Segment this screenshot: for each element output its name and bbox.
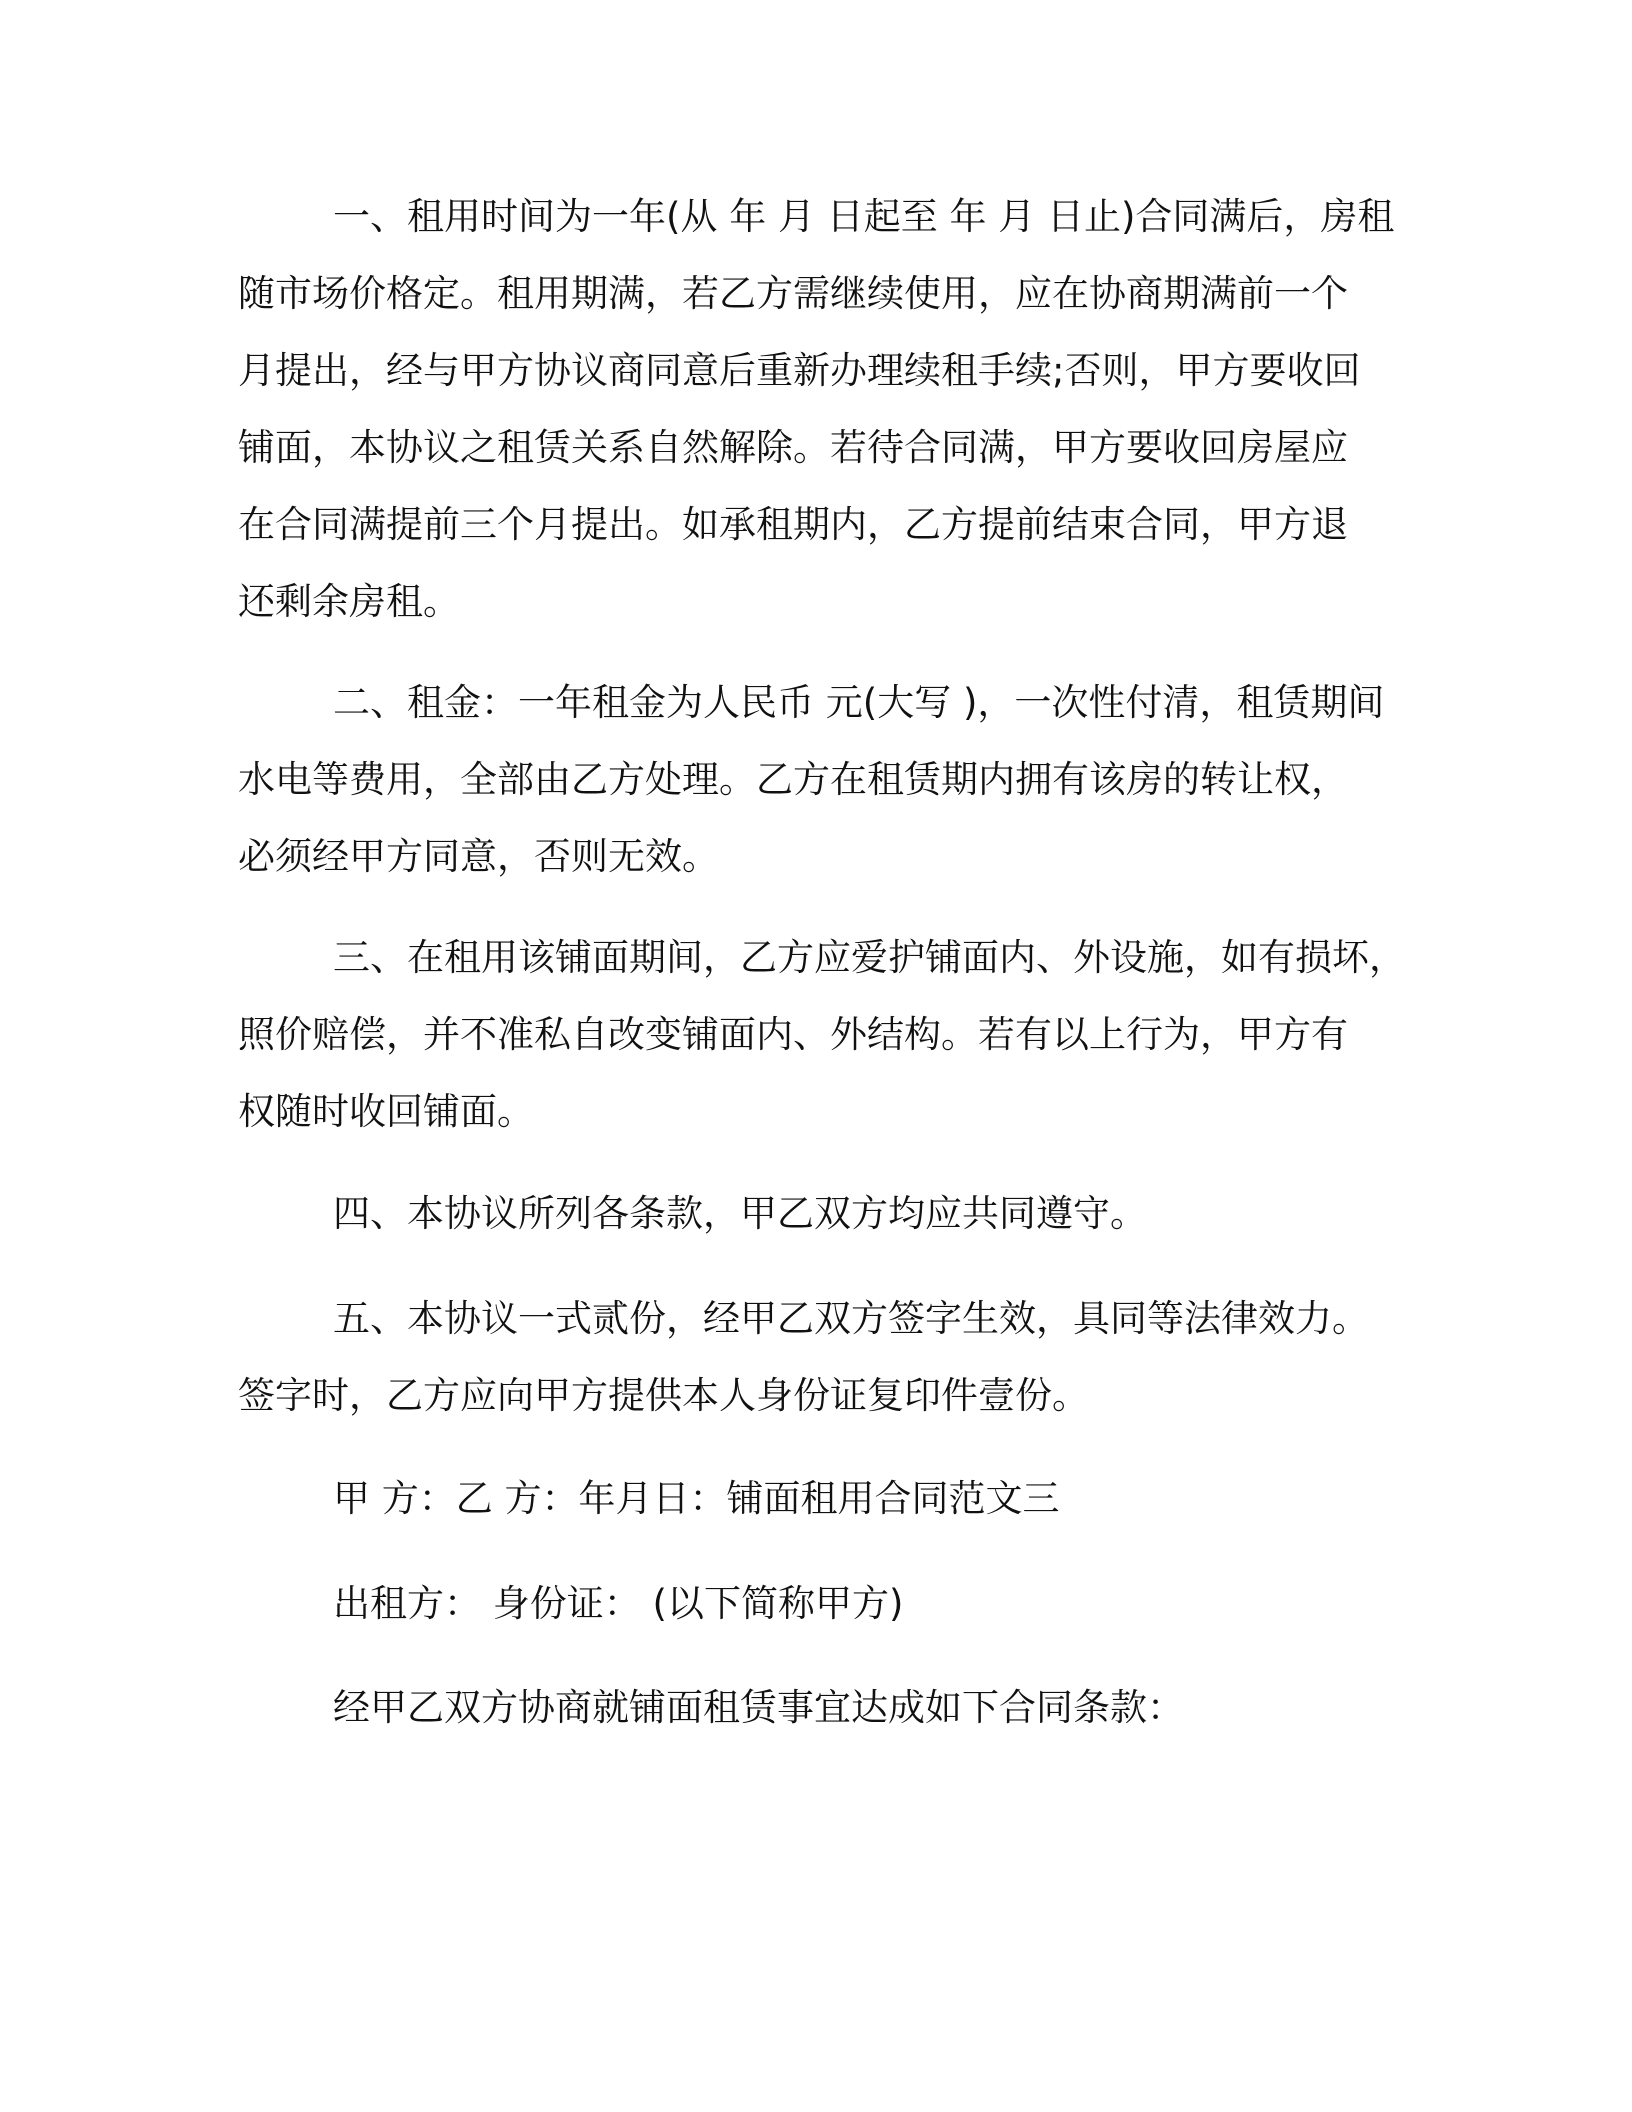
clause-2-line-2: 水电等费用，全部由乙方处理。乙方在租赁期内拥有该房的转让权， <box>238 758 1348 801</box>
clause-2-line-3: 必须经甲方同意，否则无效。 <box>238 835 719 878</box>
clause-1-line-4: 铺面，本协议之租赁关系自然解除。若待合同满，甲方要收回房屋应 <box>238 426 1348 469</box>
clause-2-line-1: 二、租金：一年租金为人民币 元(大写 )，一次性付清，租赁期间 <box>333 681 1385 724</box>
lessor-line: 出租方： 身份证： (以下简称甲方) <box>333 1582 904 1625</box>
clause-3-line-2: 照价赔偿，并不准私自改变铺面内、外结构。若有以上行为，甲方有 <box>238 1013 1348 1056</box>
clause-3-line-1: 三、在租用该铺面期间，乙方应爱护铺面内、外设施，如有损坏， <box>333 936 1406 979</box>
intro-line: 经甲乙双方协商就铺面租赁事宜达成如下合同条款： <box>333 1686 1184 1729</box>
clause-3-line-3: 权随时收回铺面。 <box>238 1090 534 1133</box>
clause-1-line-1: 一、租用时间为一年(从 年 月 日起至 年 月 日止)合同满后，房租 <box>333 195 1395 238</box>
clause-1-line-3: 月提出，经与甲方协议商同意后重新办理续租手续;否则，甲方要收回 <box>238 349 1361 392</box>
clause-5-line-2: 签字时，乙方应向甲方提供本人身份证复印件壹份。 <box>238 1374 1089 1417</box>
clause-1-line-2: 随市场价格定。租用期满，若乙方需继续使用，应在协商期满前一个 <box>238 272 1348 315</box>
clause-5-line-1: 五、本协议一式贰份，经甲乙双方签字生效，具同等法律效力。 <box>333 1297 1369 1340</box>
clause-1-line-5: 在合同满提前三个月提出。如承租期内，乙方提前结束合同，甲方退 <box>238 503 1348 546</box>
clause-1-line-6: 还剩余房租。 <box>238 580 460 623</box>
clause-4-line-1: 四、本协议所列各条款，甲乙双方均应共同遵守。 <box>333 1192 1147 1235</box>
signature-line: 甲 方：乙 方：年月日：铺面租用合同范文三 <box>333 1477 1060 1520</box>
